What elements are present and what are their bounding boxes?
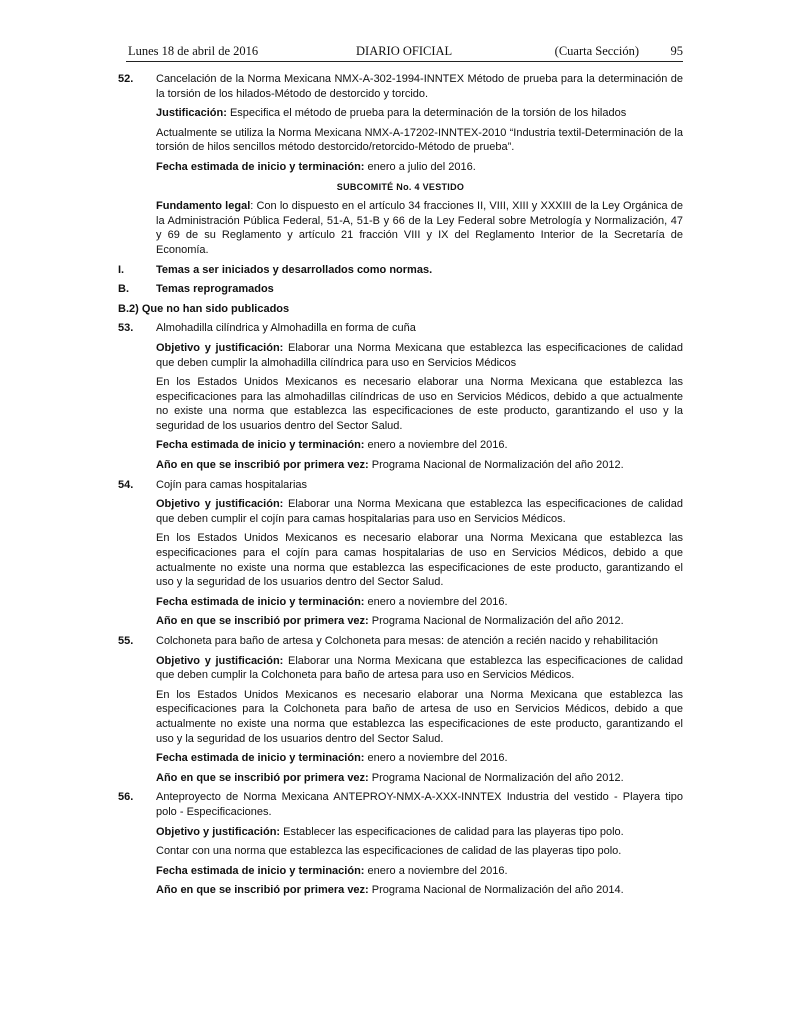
document-body (118, 72, 683, 903)
text: : Con lo dispuesto en el artículo 34 fracciones II, VIII, XIII y XXXIII de la Ley Orgánica de la Administración Pública Federal, 51-A, 51-B y 66 de la Ley Federal sobre Metrología y Normalización, 47 y 69 de su Reglamento y artículo 21 fracción VIII y IX del Reglamento Interior de la Secretaría de Economía. (156, 200, 683, 256)
section-title: Temas reprogramados (156, 283, 274, 296)
page-header (118, 44, 683, 62)
label: Objetivo y justificación: (156, 341, 284, 354)
item-number: 55. (118, 635, 134, 647)
item-number: 56. (118, 791, 134, 804)
text: Programa Nacional de Normalización del año 2014. (368, 884, 624, 897)
item-53 (118, 321, 683, 336)
text: Programa Nacional de Normalización del año 2012. (368, 771, 624, 784)
text: enero a noviembre del 2016. (364, 595, 508, 608)
label: Fundamento legal (156, 200, 251, 213)
label: Objetivo y justificación: (156, 498, 284, 511)
section-number: B. (118, 283, 129, 296)
section-b (118, 282, 683, 297)
item-53-note: En los Estados Unidos Mexicanos es necesario elaborar una Norma Mexicana que establezca las especificaciones para las almohadillas cilíndricas de uso en Servicios Médicos, debido a que actualmente no existe una norma que establezca las especificaciones de este producto, garantizando el uso y la seguridad de los usuarios dentro del Sector Salud. (156, 376, 683, 432)
item-number: 54. (118, 478, 134, 491)
item-52-justification (156, 106, 683, 121)
item-54 (118, 478, 683, 493)
item-56-objective (156, 825, 683, 840)
item-number: 52. (118, 73, 134, 85)
label: Justificación: (156, 107, 227, 120)
label: Año en que se inscribió por primera vez: (156, 884, 369, 897)
text: Elaborar una Norma Mexicana que establezca las especificaciones de calidad que deben cumplir el cojín para camas hospitalarias para uso en Servicios Médicos. (156, 498, 684, 525)
item-52-dates (156, 160, 683, 175)
text: enero a noviembre del 2016. (364, 752, 508, 765)
label: Fecha estimada de inicio y terminación: (156, 864, 365, 877)
text: Programa Nacional de Normalización del año 2012. (368, 615, 624, 628)
label: Objetivo y justificación: (156, 825, 281, 838)
item-55-year (156, 771, 683, 786)
label: Objetivo y justificación: (156, 654, 284, 667)
label: Fecha estimada de inicio y terminación: (156, 752, 365, 765)
item-52 (118, 72, 683, 101)
item-54-dates (156, 595, 683, 610)
item-55-note: En los Estados Unidos Mexicanos es necesario elaborar una Norma Mexicana que establezca las especificaciones para la Colchoneta para baño de artesa de uso en Servicios Médicos, debido a que actualmente no existe una norma que establezca las especificaciones de este producto, garantizando el uso y la seguridad de los usuarios dentro del Sector Salud. (156, 688, 683, 745)
item-55-dates (156, 751, 683, 766)
item-title: Cancelación de la Norma Mexicana NMX-A-302-1994-INNTEX Método de prueba para la determinación de la torsión de los hilados-Método de destorcido y torcido. (156, 73, 683, 100)
item-56 (118, 790, 683, 819)
item-53-year (156, 458, 683, 473)
item-55 (118, 634, 683, 649)
item-title: Anteproyecto de Norma Mexicana ANTEPROY-NMX-A-XXX-INNTEX Industria del vestido - Playera tipo polo - Especificaciones. (156, 791, 683, 818)
label: Fecha estimada de inicio y terminación: (156, 439, 365, 452)
item-56-note: Contar con una norma que establezca las especificaciones de calidad de las playeras tipo polo. (156, 845, 622, 858)
label: Fecha estimada de inicio y terminación: (156, 595, 365, 608)
item-54-year (156, 614, 683, 629)
header-date: Lunes 18 de abril de 2016 (128, 44, 259, 58)
label: Año en que se inscribió por primera vez: (156, 771, 369, 784)
legal-basis (156, 199, 683, 257)
item-54-note: En los Estados Unidos Mexicanos es necesario elaborar una Norma Mexicana que establezca las especificaciones para el cojín para camas hospitalarias de uso en Servicios Médicos, debido a que actualmente no existe una norma que establezca las especificaciones de este producto, garantizando el uso y la seguridad de los usuarios dentro del Sector Salud. (156, 532, 683, 589)
item-56-dates (156, 864, 683, 879)
item-title: Almohadilla cilíndrica y Almohadilla en forma de cuña (156, 322, 416, 335)
item-title: Colchoneta para baño de artesa y Colchoneta para mesas: de atención a recién nacido y rehabilitación (156, 635, 659, 647)
header-page-number: 95 (670, 44, 683, 58)
header-section: (Cuarta Sección) (554, 44, 639, 58)
section-i (118, 263, 683, 278)
item-55-objective (156, 654, 683, 683)
text: Especifica el método de prueba para la determinación de la torsión de los hilados (226, 107, 627, 120)
item-53-dates (156, 438, 683, 453)
subcomite-heading: SUBCOMITÉ No. 4 VESTIDO (336, 181, 465, 192)
text: Programa Nacional de Normalización del año 2012. (368, 459, 624, 472)
label: Año en que se inscribió por primera vez: (156, 615, 369, 628)
text: Establecer las especificaciones de calidad para las playeras tipo polo. (280, 825, 624, 838)
text: Elaborar una Norma Mexicana que establezca las especificaciones de calidad que deben cumplir la almohadilla cilíndrica para uso en Servicios Médicos (156, 341, 684, 369)
item-title: Cojín para camas hospitalarias (156, 478, 308, 491)
text: enero a noviembre del 2016. (364, 864, 508, 877)
label: Año en que se inscribió por primera vez: (156, 459, 369, 472)
text: enero a julio del 2016. (364, 160, 476, 173)
section-b2: B.2) Que no han sido publicados (118, 302, 290, 315)
item-56-year (156, 883, 683, 898)
item-54-objective (156, 497, 683, 526)
section-title: Temas a ser iniciados y desarrollados como normas. (156, 263, 433, 276)
header-rule (126, 61, 683, 62)
section-number: I. (118, 263, 125, 276)
item-52-note: Actualmente se utiliza la Norma Mexicana NMX-A-17202-INNTEX-2010 “Industria textil-Determinación de la torsión de hilos sencillos método destorcido/retorcido-Método de prueba”. (156, 126, 683, 154)
item-number: 53. (118, 322, 134, 335)
item-53-objective (156, 341, 683, 370)
label: Fecha estimada de inicio y terminación: (156, 160, 365, 173)
text: Elaborar una Norma Mexicana que establezca las especificaciones de calidad que deben cumplir la Colchoneta para baño de artesa para uso en Servicios Médicos. (156, 654, 684, 682)
header-title: DIARIO OFICIAL (356, 44, 453, 58)
text: enero a noviembre del 2016. (364, 439, 508, 452)
